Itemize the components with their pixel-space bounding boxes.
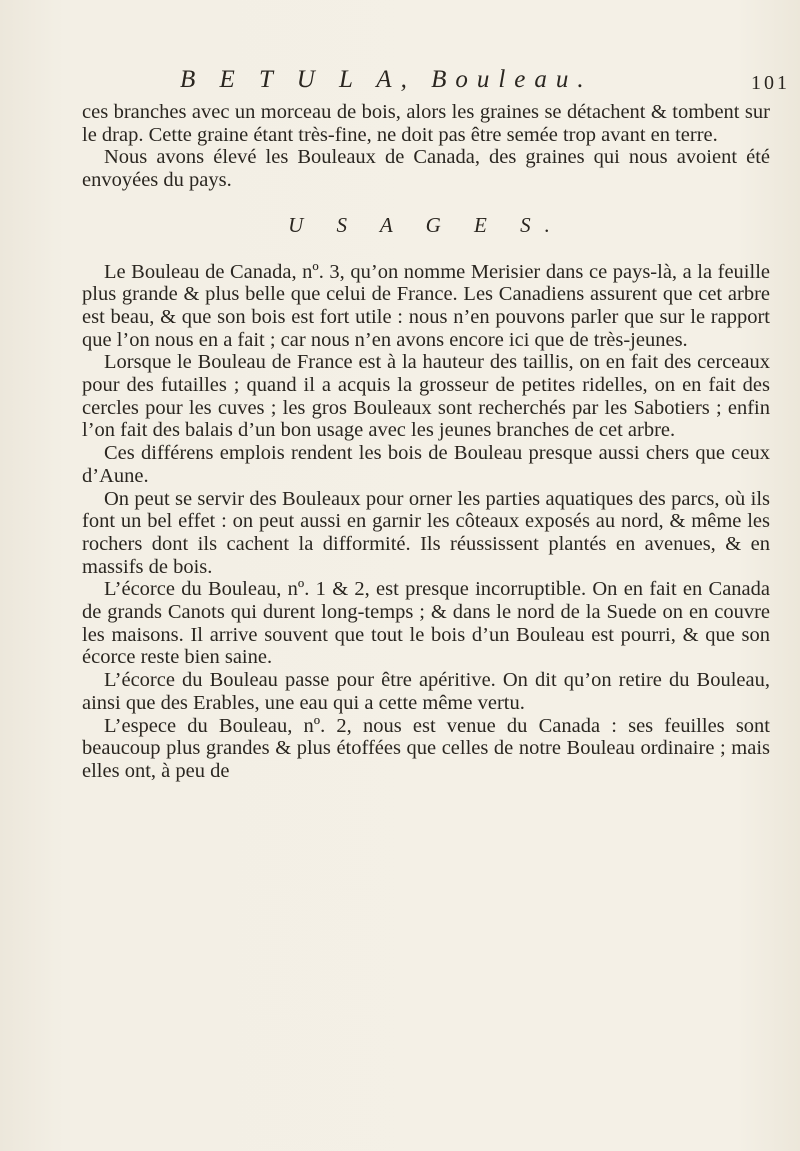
page-number: 101 [751,72,790,94]
paragraph: Nous avons élevé les Bouleaux de Canada, des graines qui nous avoient été envoyées du pays. [82,146,770,192]
paragraph: Lorsque le Bouleau de France est à la hauteur des taillis, on en fait des cerceaux pour des futailles ; quand il a acquis la grosseur de petites ridelles, on en fait des cercles pour les cuves ; les gros Bouleaux sont recherchés par les Sabotiers ; enfin l’on fait des balais d’un bon usage avec les jeunes branches de cet arbre. [82,351,770,442]
paragraph: L’écorce du Bouleau passe pour être apéritive. On dit qu’on retire du Bouleau, ainsi que des Erables, une eau qui a cette même vertu. [82,669,770,714]
page-header [150,66,790,106]
body-text [82,101,770,783]
paragraph: Le Bouleau de Canada, nº. 3, qu’on nomme Merisier dans ce pays-là, a la feuille plus grande & plus belle que celui de France. Les Canadiens assurent que cet arbre est beau, & que son bois est fort utile : nous n’en pouvons parler que sur le rapport que l’on nous en a fait ; car nous n’en avons encore ici que de très-jeunes. [82,260,770,351]
paragraph: Ces différens emplois rendent les bois de Bouleau presque aussi chers que ceux d’Aune. [82,442,770,487]
paragraph: On peut se servir des Bouleaux pour orner les parties aquatiques des parcs, où ils font un bel effet : on peut aussi en garnir les côteaux exposés au nord, & même les rochers dont ils cachent la difformité. Ils réussissent plantés en avenues, & en massifs de bois. [82,487,770,578]
running-title: B E T U L A, Bouleau. [180,66,593,93]
paragraph: L’écorce du Bouleau, nº. 1 & 2, est presque incorruptible. On en fait en Canada de grands Canots qui durent long-temps ; & dans le nord de la Suede on en couvre les maisons. Il arrive souvent que tout le bois d’un Bouleau est pourri, & que son écorce reste bien saine. [82,578,770,669]
section-title: U S A G E S. [288,212,564,237]
paragraph: L’espece du Bouleau, nº. 2, nous est venue du Canada : ses feuilles sont beaucoup plus grandes & plus étoffées que celles de notre Bouleau ordinaire ; mais elles ont, à peu de [82,714,770,782]
paragraph: ces branches avec un morceau de bois, alors les graines se détachent & tombent sur le drap. Cette graine étant très-fine, ne doit pas être semée trop avant en terre. [82,101,770,146]
